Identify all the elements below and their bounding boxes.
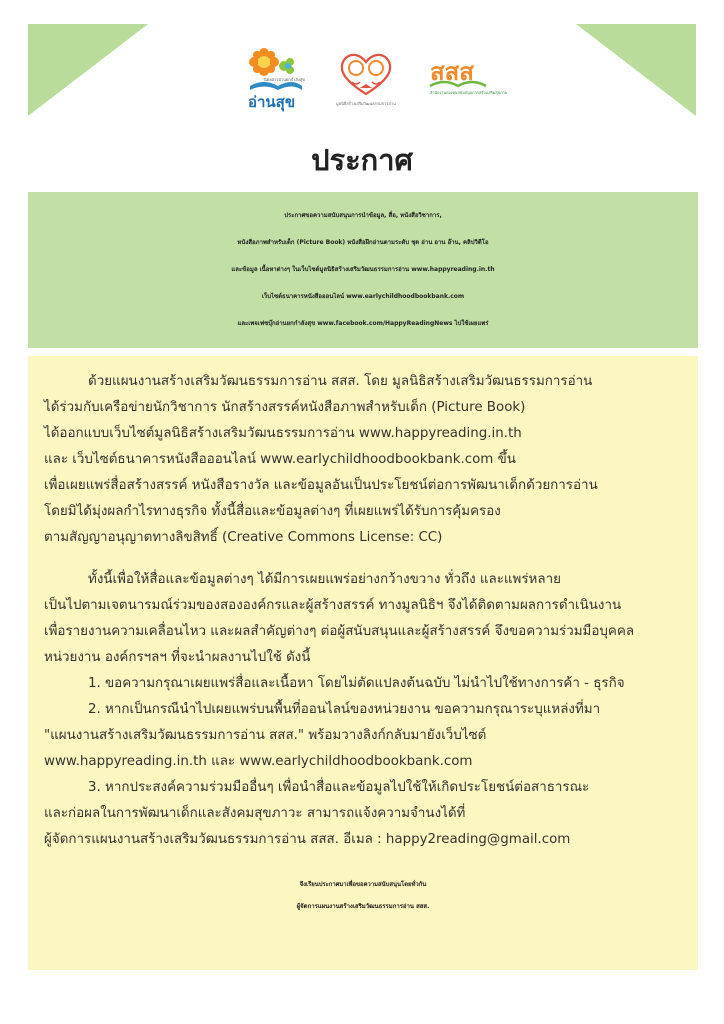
reading-foundation-logo (334, 48, 398, 112)
paragraph1-line-7: ตามสัญญาอนุญาตทางลิขสิทธิ์ (Creative Commons License: CC) (44, 530, 443, 545)
paragraph1-line-6: โดยมิได้มุ่งผลกำไรทางธุรกิจ ทั้งนี้สื่อและข้อมูลต่างๆ ที่เผยแพร่ได้รับการคุ้มครอง (44, 504, 501, 519)
announcement-heading-box (28, 192, 698, 348)
closing-statement: จึงเรียนประกาศมาเพื่อขอความสนับสนุนโดยทั่วกัน (299, 882, 427, 888)
paragraph1-line-1: ด้วยแผนงานสร้างเสริมวัฒนธรรมการอ่าน สสส. โดย มูลนิธิสร้างเสริมวัฒนธรรมการอ่าน (88, 374, 593, 389)
paragraph2-line-4: หน่วยงาน องค์กรฯลฯ ที่จะนำผลงานไปใช้ ดังนี้ (44, 650, 311, 665)
paragraph1-line-5: เพื่อเผยแพร่สื่อสร้างสรรค์ หนังสือรางวัล และข้อมูลอันเป็นประโยชน์ต่อการพัฒนาเด็กด้วยการอ่าน (44, 478, 598, 493)
list-item-3: 3. หากประสงค์ความร่วมมืออื่นๆ เพื่อนำสื่อและข้อมูลไปใช้ให้เกิดประโยชน์ต่อสาธารณะ (88, 780, 590, 795)
thaihealth-logo (428, 48, 508, 112)
heading-line-4: เว็บไซต์ธนาคารหนังสือออนไลน์ www.earlychildhoodbookbank.com (261, 293, 465, 300)
paragraph1-line-3: ได้ออกแบบเว็บไซต์มูลนิธิสร้างเสริมวัฒนธรรมการอ่าน www.happyreading.in.th (44, 426, 522, 441)
paragraph1-line-2: ได้ร่วมกับเครือข่ายนักวิชาการ นักสร้างสรรค์หนังสือภาพสำหรับเด็ก (Picture Book) (44, 400, 526, 415)
list-item-2-line-2: "แผนงานสร้างเสริมวัฒนธรรมการอ่าน สสส." พร้อมวางลิงก์กลับมายังเว็บไซต์ (44, 728, 487, 743)
children-heart-icon (334, 48, 398, 98)
header-logos (0, 48, 724, 112)
signature: ผู้จัดการแผนงานสร้างเสริมวัฒนธรรมการอ่าน สสส. (296, 903, 430, 910)
heading-line-2: หนังสือภาพสำหรับเด็ก (Picture Book) หนังสือฝึกอ่านตามระดับ ชุด อ่าน อาน อ๊าน, คลิปวิดีโอ (237, 239, 489, 246)
paragraph2-line-1: ทั้งนี้เพื่อให้สื่อและข้อมูลต่างๆ ได้มีการเผยแพร่อย่างกว้างขวาง ทั่วถึง และแพร่หลาย (88, 572, 561, 587)
thaihealth-wave-icon (428, 76, 492, 90)
list-item-2: 2. หากเป็นกรณีนำไปเผยแพร่บนพื้นที่ออนไลน์ของหน่วยงาน ขอความกรุณาระบุแหล่งที่มา (88, 702, 601, 717)
list-item-3-line-3: ผู้จัดการแผนงานสร้างเสริมวัฒนธรรมการอ่าน สสส. อีเมล : happy2reading@gmail.com (44, 832, 571, 847)
happy-reading-logo (244, 48, 314, 112)
heading-line-5: และเพจเฟซบุ๊กอ่านยกกำลังสุข www.facebook.com/HappyReadingNews ไปใช้เผยแพร่ (237, 320, 489, 327)
heading-line-3: และข้อมูล เนื้อหาต่างๆ ในเว็บไซต์มูลนิธิสร้างเสริมวัฒนธรรมการอ่าน www.happyreading.in.th (231, 266, 495, 273)
logo-right-caption: สำนักงานกองทุนสนับสนุนการสร้างเสริมสุขภาพ (430, 90, 508, 95)
sun-flower-icon (244, 48, 314, 92)
list-item-3-line-2: และก่อผลในการพัฒนาเด็กและสังคมสุขภาวะ สามารถแจ้งความจำนงได้ที่ (44, 806, 466, 821)
heading-line-1: ประกาศขอความสนับสนุนการนำข้อมูล, สื่อ, หนังสือวิชาการ, (284, 212, 442, 219)
page-title: ประกาศ (311, 143, 413, 177)
logo-middle-caption: มูลนิธิสร้างเสริมวัฒนธรรมการอ่าน (336, 101, 396, 106)
logo-left-caption-top: นิตยสารอ่านยกกำลังสุข (264, 77, 305, 82)
logo-left-text: อ่านสุข (248, 93, 296, 111)
list-item-2-line-3: www.happyreading.in.th และ www.earlychildhoodbookbank.com (44, 754, 473, 769)
paragraph2-line-3: เพื่อรายงานความเคลื่อนไหว และผลสำคัญต่างๆ ต่อผู้สนับสนุนและผู้สร้างสรรค์ จึงขอความร่วมมือบุคคล (44, 624, 635, 639)
paragraph2-line-2: เป็นไปตามเจตนารมณ์ร่วมของสององค์กรและผู้สร้างสรรค์ ทางมูลนิธิฯ จึงได้ติดตามผลการดำเนินงาน (44, 598, 622, 613)
announcement-body-box (28, 356, 698, 970)
logo-right-text: สสส (430, 58, 474, 86)
paragraph1-line-4: และ เว็บไซต์ธนาคารหนังสือออนไลน์ www.earlychildhoodbookbank.com ขึ้น (44, 452, 516, 467)
list-item-1: 1. ขอความกรุณาเผยแพร่สื่อและเนื้อหา โดยไม่ตัดแปลงต้นฉบับ ไม่นำไปใช้ทางการค้า - ธุรกิจ (88, 676, 625, 691)
